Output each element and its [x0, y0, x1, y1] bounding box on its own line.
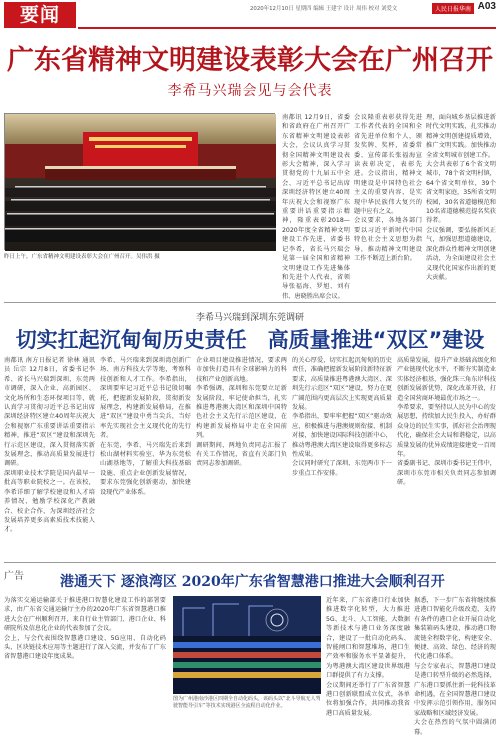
- article1-paragraph: 大会共表彰了6个省文明城市，78个省文明村镇，64个省文明单位，39个省文明家庭，35所省文明校园，30名省道德模范和10名省道德模范提名奖获得者。: [426, 161, 496, 225]
- section-tag: 要闻: [4, 2, 76, 28]
- article2-paragraph: 深圳职业技术学院是国内最早一批高等职业院校之一。在该校，李希详细了解学校建设和人才培养情况，勉励学校深化产教融合、校企合作，为深圳经济社会发展培养更多高素质技术技能人才。: [4, 469, 95, 534]
- article2-paragraph: 李希指出，要牢牢把握“双区”驱动效应，积极推进与港澳规则衔接、机制对接，加快建设国际科技创新中心，推动粤港澳大湾区建设取得更多标志性成果。: [292, 413, 392, 459]
- advertisement-column-3: [414, 596, 496, 746]
- article2-headline[interactable]: 切实扛起沉甸甸历史责任 高质量推进“双区”建设: [15, 328, 485, 352]
- article1-column-2: [354, 113, 422, 293]
- advertisement-paragraph: 大会在热烈的气氛中圆满闭幕。: [414, 719, 496, 736]
- advertisement-headline[interactable]: 港通天下 逐浪湾区 2020年广东省智慧港口推进大会顺利召开: [60, 574, 445, 590]
- advertisement-paragraph: 会上，与会代表围绕智慧港口建设、5G应用、自动化码头、区块链技术应用等主题进行了深入交流，并发布了广东省智慧港口建设年度成果。: [4, 634, 166, 661]
- article1-photo[interactable]: [4, 113, 275, 250]
- article2-paragraph: 南都讯 南方日报记者 徐林 通讯员 岳宗 12月8日，省委书记李希、省长马兴瑞到深圳、东莞两市调研，深入企业、高新园区、文化场所和生态环保项目等，就认真学习贯彻习近平总书记出席深圳经济特区建立40周年庆祝大会和视察广东重要讲话重要指示精神，推进“双区”建设和深圳先行示范区建设，深入贯彻落实新发展理念，推动高质量发展进行调研。: [4, 357, 95, 468]
- article1-paragraph: 会议强调，要弘扬新风正气，加强思想道德建设，深化群众性精神文明创建活动，为全面建设社会主义现代化国家作出新的更大贡献。: [426, 226, 496, 281]
- article2-paragraph: 企业项目建设推进情况，要求两市加快打造具有全球影响力的科技和产业创新高地。: [196, 357, 287, 383]
- article2-paragraph: 高质量发展，提升产业基础高级化和产业链现代化水平，不断夯实制造业实体经济根基，强化珠三角东岸科技创新发展新优势，深化改革开放，打造全国营商环境最优市场之一。: [397, 357, 496, 402]
- header-label: 人民日报华南: [432, 3, 474, 14]
- article2-paragraph: 省委副书记、深圳市委书记王伟中，深圳市东莞市相关负责同志参加调研。: [397, 460, 496, 487]
- article2-column-5: [397, 356, 496, 556]
- issue-meta: 2020年12月10日 星期四 编辑 王建宇 设计 周伟 校对 刘爱文: [250, 6, 398, 12]
- article2-paragraph: 李希强调，深圳和东莞要立足新发展阶段，牢记使命担当，扎实推进粤港澳大湾区和深圳中国特色社会主义先行示范区建设，在构建新发展格局中走在全国前列。: [196, 385, 287, 440]
- page-number: A03: [477, 1, 496, 12]
- port-illustration: [173, 596, 321, 694]
- section-divider: [4, 562, 496, 563]
- article2-paragraph: 在东莞，李希、马兴瑞先后来到松山湖材料实验室、华为东莞松山湖基地等，了解重大科技基础设施、重点企业创新发展情况，要求东莞强化创新驱动，加快建设现代产业体系。: [100, 441, 191, 496]
- article1-paragraph: 会议要求，各地各部门要以习近平新时代中国特色社会主义思想为指导，推动精神文明建设工作不断迈上新台阶。: [354, 217, 422, 263]
- advertisement-paragraph: 与会专家表示，智慧港口建设是港口转型升级的必然选择，广东港口要抓住新一轮科技革命机遇，在全国智慧港口建设中发挥示范引领作用，服务国家战略和区域经济发展。: [414, 662, 496, 717]
- advertisement-paragraph: 会议期间还举行了广东省智慧港口创新联盟成立仪式，各单位将加强合作，共同推动我省港口高质量发展。: [326, 681, 410, 717]
- advertisement-photo-caption: 图为广州港南沙港区四期全自动化码头，该码头以“北斗导航无人驾驶智能导引车”等技术实现港区全流程自动化作业。: [173, 696, 321, 709]
- advertisement-column-2: [326, 596, 410, 746]
- article2-column-2: [100, 356, 191, 556]
- advertisement-photo[interactable]: [173, 596, 321, 694]
- article1-headline[interactable]: 广东省精神文明建设表彰大会在广州召开: [7, 45, 493, 76]
- article2-paragraph: 会议同时研究了深圳、东莞两市下一步重点工作安排。: [292, 460, 392, 477]
- advertisement-paragraph: 为落实交通运输部关于推进港口智慧化建设工作的部署要求，由广东省交通运输厅主办的2020年广东省智慧港口推进大会在广州顺利召开，来自行业主管部门、港口企业、科研院所及信息化企业的代表参加了会议。: [4, 597, 166, 633]
- article2-kicker: 李希马兴瑞到深圳东莞调研: [195, 313, 304, 323]
- article2-paragraph: 调研期间，两地负责同志汇报了有关工作情况，省直有关部门负责同志参加调研。: [196, 441, 287, 468]
- advertisement-column-1: [4, 596, 166, 746]
- article2-column-3: [196, 356, 287, 556]
- conference-hall-illustration: [5, 114, 276, 251]
- advertisement-paragraph: 近年来，广东省港口行业加快推进数字化转型，大力推进5G、北斗、人工智能、大数据等新技术与港口业务深度融合，建设了一批自动化码头、智能闸口和智慧堆场，港口生产效率和服务水平显著提升，为粤港澳大湾区建设世界级港口群提供了有力支撑。: [326, 597, 410, 680]
- article2-paragraph: 李希、马兴瑞来到深圳湾创新广场、南方科技大学等地，考察科技创新和人才工作。李希指出，深圳要牢记习近平总书记殷切嘱托，把握新发展阶段，贯彻新发展理念，构建新发展格局，在推进“双区”建设中勇当尖兵，当好率先实现社会主义现代化的先行者。: [100, 357, 191, 440]
- article1-paragraph: 会议隆重表彰获得先进工作者代表的全国和全省先进单位和个人，颁发奖牌、奖杯，省委常委、宣传部长张福海宣读表彰决定，表彰先进。会议指出，精神文明建设是中国特色社会主义的重要内容，是实现中华民族伟大复兴的题中应有之义。: [354, 114, 422, 216]
- article2-paragraph: 李希要求，要坚持以人民为中心的发展思想，持续加大民生投入，办好群众身边的民生实事，抓好社会治理现代化，确保社会大局和谐稳定，以高质量发展的优异成绩迎接建党一百周年。: [397, 404, 496, 459]
- article2-column-1: [4, 356, 95, 556]
- article2-paragraph: 的关心厚爱，切实扛起沉甸甸的历史责任，准确把握新发展阶段新特征新要求，高质量推进粤港澳大湾区、深圳先行示范区“双区”建设，努力在更广阔范围内更高层次上实现更高质量发展。: [292, 357, 392, 412]
- article1-column-1: [282, 113, 350, 300]
- article1-paragraph: 理，面向城乡基层推进新时代文明实践，扎实推动精神文明创建提质增效，推广文明实践。加快推动全省文明城市创建工作。: [426, 114, 496, 159]
- advertisement-tag: 广告: [4, 571, 24, 582]
- article1-paragraph: 南都讯 12月9日，省委和省政府在广州召开广东省精神文明建设表彰大会，会议认真学习贯彻全国精神文明建设表彰大会精神，深入学习贯彻党的十九届五中全会、习近平总书记出席深圳经济特区建立40周年庆祝大会和视察广东重要讲话重要指示精神，隆重表彰2018—2020年度全省精神文明建设工作先进，省委书记李希，省长马兴瑞会见第一届全国和省精神文明建设工作先进集体和先进个人代表，省领导张福海、罗旭、刘有伟、唐晓胜出席会议。: [282, 114, 350, 300]
- article1-subhead: 李希马兴瑞会见与会代表: [167, 83, 333, 99]
- top-rule: [78, 27, 496, 29]
- section-divider: [4, 302, 496, 303]
- article1-photo-caption: 昨日上午，广东省精神文明建设表彰大会在广州召开。吴伟洪 摄: [4, 254, 160, 260]
- advertisement-paragraph: 据悉，下一步广东省将继续推进港口智能化升级改造，支持有条件的港口企业开展自动化集装箱码头建设，推动港口物流链全程数字化，构建安全、便捷、高效、绿色、经济的现代化港口体系。: [414, 597, 496, 661]
- article2-column-4: [292, 356, 392, 556]
- article1-column-3: [426, 113, 496, 293]
